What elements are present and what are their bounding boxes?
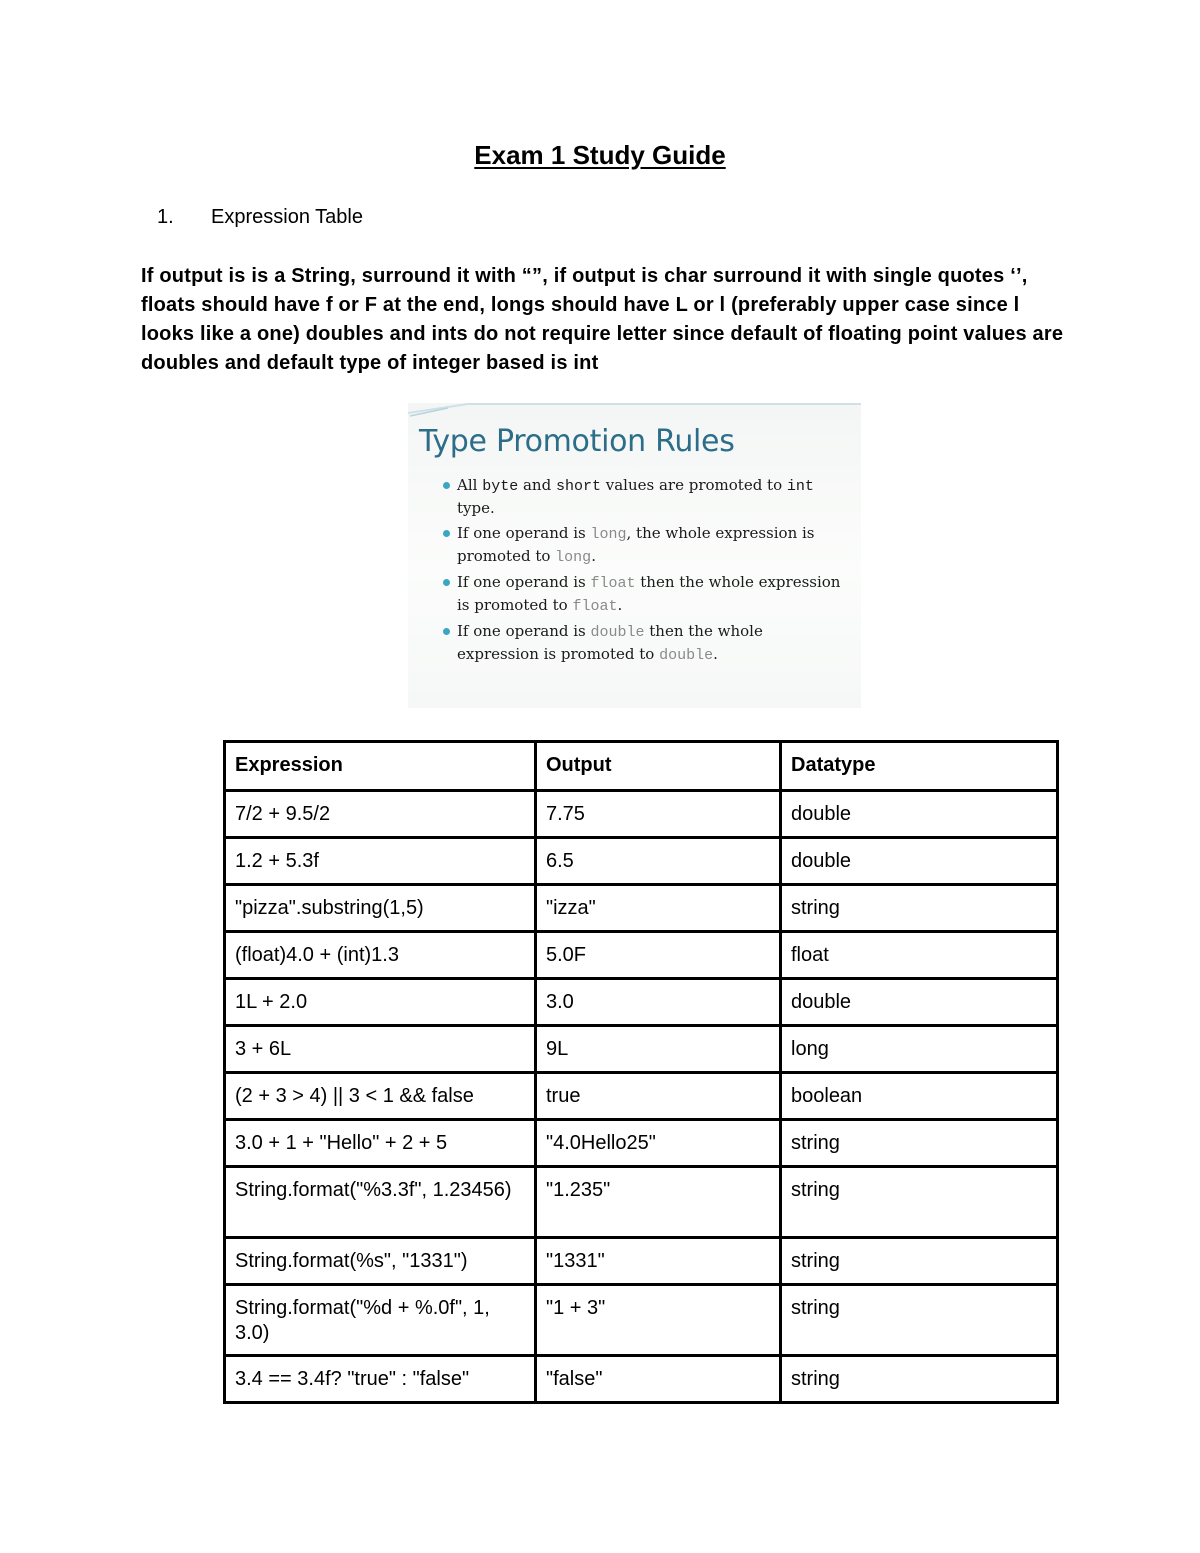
rule-code: int	[786, 478, 814, 495]
table-row	[225, 1285, 1058, 1356]
section-number: 1.	[157, 206, 174, 228]
page-title: Exam 1 Study Guide	[474, 140, 726, 170]
rule-text: then the whole expression is promoted to	[457, 573, 841, 614]
promotion-rules-list	[443, 475, 843, 670]
promotion-rule	[443, 523, 843, 568]
cell-datatype: float	[781, 932, 1058, 979]
table-header-row	[225, 742, 1058, 791]
table-row	[225, 1120, 1058, 1167]
slide-title: Type Promotion Rules	[419, 424, 735, 459]
rule-text: If one operand is	[457, 524, 591, 542]
cell-datatype: string	[781, 1285, 1058, 1356]
rule-code: float	[590, 575, 636, 592]
rule-code: byte	[482, 478, 519, 495]
cell-datatype: boolean	[781, 1073, 1058, 1120]
rule-code: long	[555, 548, 592, 566]
cell-output: 9L	[536, 1026, 781, 1073]
cell-output: "4.0Hello25"	[536, 1120, 781, 1167]
rule-code: double	[659, 646, 714, 664]
table-row	[225, 1167, 1058, 1238]
table-row	[225, 979, 1058, 1026]
table-row	[225, 932, 1058, 979]
cell-expression: String.format("%d + %.0f", 1, 3.0)	[225, 1285, 536, 1356]
cell-output: "false"	[536, 1356, 781, 1403]
rule-text: .	[617, 595, 623, 614]
table-row	[225, 1026, 1058, 1073]
cell-output: true	[536, 1073, 781, 1120]
promotion-rule	[443, 621, 843, 666]
cell-output: 5.0F	[536, 932, 781, 979]
header-expression: Expression	[225, 742, 536, 791]
rule-text: and	[518, 476, 556, 494]
cell-output: "1 + 3"	[536, 1285, 781, 1356]
cell-datatype: long	[781, 1026, 1058, 1073]
rule-code: double	[590, 624, 645, 641]
rule-text: If one operand is	[457, 573, 591, 591]
bullet-icon	[443, 628, 450, 635]
rule-code: long	[590, 526, 627, 543]
cell-expression: 7/2 + 9.5/2	[225, 791, 536, 838]
bullet-icon	[443, 530, 450, 537]
promotion-rule	[443, 572, 843, 617]
cell-datatype: string	[781, 1356, 1058, 1403]
rule-text: .	[713, 644, 718, 663]
cell-output: "izza"	[536, 885, 781, 932]
bullet-icon	[443, 482, 450, 489]
table-row	[225, 1356, 1058, 1403]
expression-table	[223, 740, 1059, 1404]
cell-expression: String.format("%3.3f", 1.23456)	[225, 1167, 536, 1238]
cell-expression: 3 + 6L	[225, 1026, 536, 1073]
cell-datatype: string	[781, 1238, 1058, 1285]
cell-expression: (2 + 3 > 4) || 3 < 1 && false	[225, 1073, 536, 1120]
table-row	[225, 791, 1058, 838]
cell-datatype: double	[781, 791, 1058, 838]
cell-datatype: double	[781, 979, 1058, 1026]
cell-expression: 1L + 2.0	[225, 979, 536, 1026]
slide-decoration	[408, 403, 861, 423]
cell-output: 3.0	[536, 979, 781, 1026]
rule-text: If one operand is	[457, 622, 591, 640]
bullet-icon	[443, 579, 450, 586]
rule-text: All	[457, 476, 483, 494]
cell-expression: "pizza".substring(1,5)	[225, 885, 536, 932]
cell-expression: 1.2 + 5.3f	[225, 838, 536, 885]
table-row	[225, 838, 1058, 885]
cell-output: "1.235"	[536, 1167, 781, 1238]
section-heading	[157, 206, 363, 229]
cell-expression: String.format(%s", "1331")	[225, 1238, 536, 1285]
header-datatype: Datatype	[781, 742, 1058, 791]
cell-output: "1331"	[536, 1238, 781, 1285]
rule-text: type.	[457, 498, 495, 517]
cell-expression: (float)4.0 + (int)1.3	[225, 932, 536, 979]
rule-text: , the whole expression is promoted to	[457, 524, 815, 565]
table-row	[225, 1073, 1058, 1120]
cell-datatype: string	[781, 1120, 1058, 1167]
instructions-paragraph: If output is is a String, surround it with “”, if output is char surround it with single quotes ‘’, floats should have f or F at the end, longs should have L or l (preferably upper case since l looks like a one) doubles and ints do not require letter since default of floating point values are doubles and default type of integer based is int	[141, 265, 1064, 374]
rule-text: .	[591, 546, 596, 565]
rule-text: then the whole expression is promoted to	[457, 622, 763, 663]
cell-output: 7.75	[536, 791, 781, 838]
rule-text: values are promoted to	[600, 476, 787, 494]
section-label: Expression Table	[211, 206, 363, 228]
cell-datatype: double	[781, 838, 1058, 885]
header-output: Output	[536, 742, 781, 791]
table-row	[225, 885, 1058, 932]
rule-code: short	[555, 478, 601, 495]
cell-datatype: string	[781, 885, 1058, 932]
table-row	[225, 1238, 1058, 1285]
cell-expression: 3.0 + 1 + "Hello" + 2 + 5	[225, 1120, 536, 1167]
type-promotion-slide	[408, 403, 861, 708]
rule-code: float	[572, 597, 618, 615]
cell-expression: 3.4 == 3.4f? "true" : "false"	[225, 1356, 536, 1403]
cell-output: 6.5	[536, 838, 781, 885]
cell-datatype: string	[781, 1167, 1058, 1238]
promotion-rule	[443, 475, 843, 519]
